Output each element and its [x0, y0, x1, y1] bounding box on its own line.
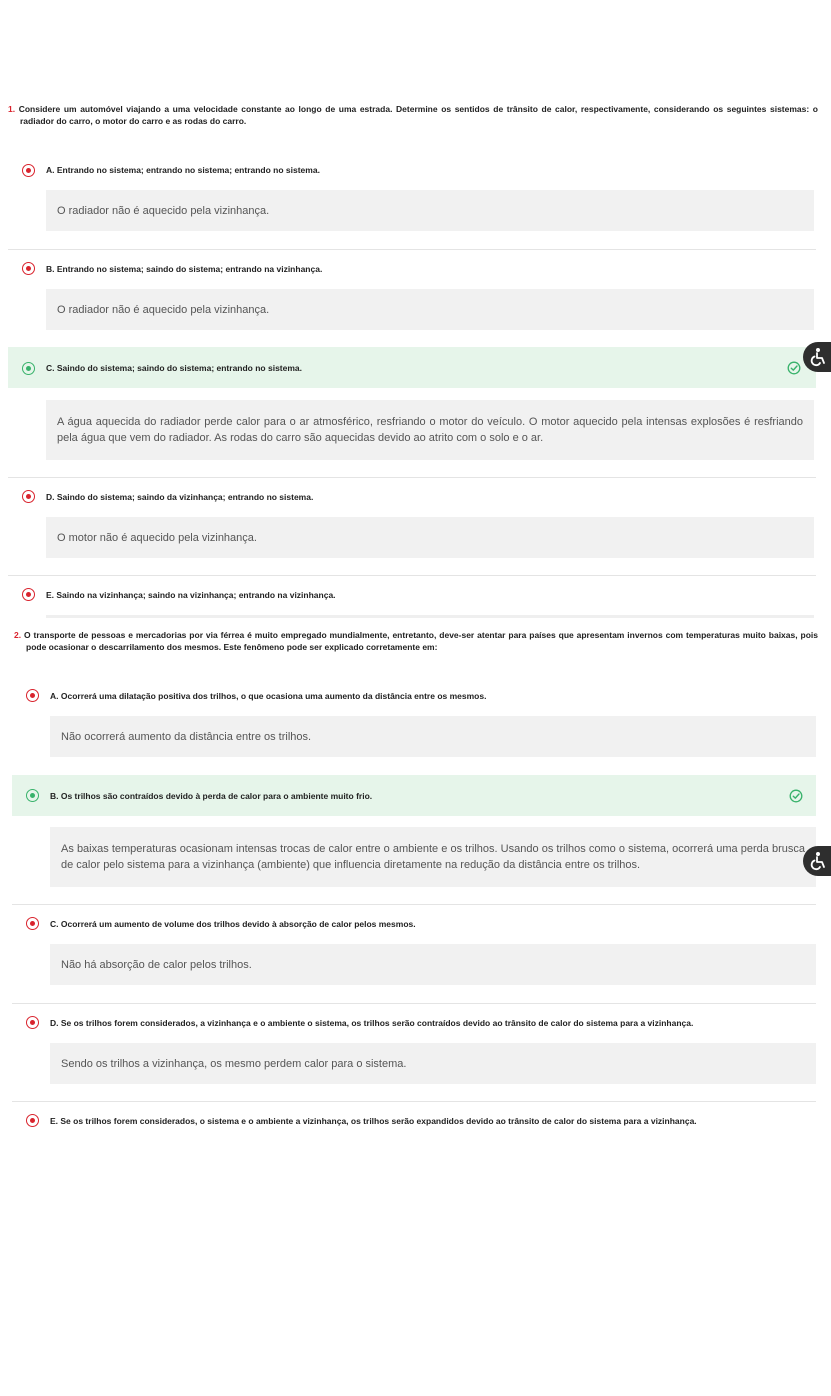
divider: [46, 615, 814, 618]
option-label: D. Se os trilhos forem considerados, a vizinhança e o ambiente o sistema, os trilhos serão contraídos devido ao trânsito de calor do sistema para a vizinhança.: [50, 1018, 694, 1028]
question-number: 1.: [8, 104, 16, 114]
feedback-text: O motor não é aquecido pela vizinhança.: [57, 531, 257, 544]
feedback-text: O radiador não é aquecido pela vizinhança.: [57, 303, 270, 316]
feedback-text: O radiador não é aquecido pela vizinhança.: [57, 204, 270, 217]
radio-option-d[interactable]: [22, 490, 35, 503]
option-feedback: [50, 716, 816, 757]
option-feedback: [46, 517, 814, 558]
option-feedback: [46, 400, 814, 460]
option-label: E. Saindo na vizinhança; saindo na vizinhança; entrando na vizinhança.: [46, 590, 336, 600]
feedback-text: As baixas temperaturas ocasionam intensas trocas de calor entre o ambiente e os trilhos. Usando os trilhos como o sistema, ocorrerá uma perda brusca de calor pelo sistema para a vizinhança (ambiente) que influencia diretamente na redução da distância entre os trilhos.: [61, 843, 805, 871]
divider: [8, 477, 816, 478]
option-feedback: [46, 289, 814, 330]
check-circle-icon: [787, 361, 801, 375]
radio-option-b[interactable]: [26, 789, 39, 802]
accessibility-button[interactable]: [803, 846, 831, 876]
option-label: A. Ocorrerá uma dilatação positiva dos trilhos, o que ocasiona uma aumento da distância entre os mesmos.: [50, 691, 487, 701]
question-number: 2.: [14, 630, 22, 640]
divider: [12, 1003, 816, 1004]
question-text: O transporte de pessoas e mercadorias por via férrea é muito empregado mundialmente, entretanto, deve-ser atentar para países que apresentam invernos com temperaturas muito baixas, pois pode ocasionar o descarrilamento dos mesmos. Este fenômeno pode ser explicado corretamente em:: [24, 630, 818, 652]
feedback-text: A água aquecida do radiador perde calor para o ar atmosférico, resfriando o motor do veículo. O motor aquecido pela intensas explosões é resfriando pela água que vem do radiador. As rodas do carro são aquecidas devido ao atrito com o solo e o ar.: [57, 416, 803, 444]
option-label: B. Os trilhos são contraídos devido à perda de calor para o ambiente muito frio.: [50, 791, 373, 801]
divider: [8, 575, 816, 576]
radio-option-b[interactable]: [22, 262, 35, 275]
option-label: C. Saindo do sistema; saindo do sistema; entrando no sistema.: [46, 363, 302, 373]
option-label: D. Saindo do sistema; saindo da vizinhança; entrando no sistema.: [46, 492, 314, 502]
divider: [12, 1101, 816, 1102]
radio-option-e[interactable]: [26, 1114, 39, 1127]
option-label: B. Entrando no sistema; saindo do sistema; entrando na vizinhança.: [46, 264, 323, 274]
radio-option-a[interactable]: [26, 689, 39, 702]
radio-option-d[interactable]: [26, 1016, 39, 1029]
check-circle-icon: [789, 789, 803, 803]
option-feedback: [46, 190, 814, 231]
option-label: A. Entrando no sistema; entrando no sistema; entrando no sistema.: [46, 165, 320, 175]
radio-option-c[interactable]: [26, 917, 39, 930]
option-feedback: [50, 827, 816, 887]
option-label: E. Se os trilhos forem considerados, o sistema e o ambiente a vizinhança, os trilhos serão expandidos devido ao trânsito de calor do sistema para a vizinhança.: [50, 1116, 697, 1126]
wheelchair-icon: [808, 347, 826, 367]
wheelchair-icon: [808, 851, 826, 871]
option-feedback: [50, 1043, 816, 1084]
divider: [12, 904, 816, 905]
divider: [8, 249, 816, 250]
radio-option-e[interactable]: [22, 588, 35, 601]
question-stem: [4, 630, 818, 653]
question-text: Considere um automóvel viajando a uma velocidade constante ao longo de uma estrada. Determine os sentidos de trânsito de calor, respectivamente, considerando os seguintes sistemas: o radiador do carro, o motor do carro e as rodas do carro.: [18, 104, 818, 126]
accessibility-button[interactable]: [803, 342, 831, 372]
feedback-text: Não há absorção de calor pelos trilhos.: [61, 958, 252, 971]
radio-option-c[interactable]: [22, 362, 35, 375]
feedback-text: Não ocorrerá aumento da distância entre os trilhos.: [61, 730, 312, 743]
question-stem: [0, 104, 818, 127]
option-feedback: [50, 944, 816, 985]
radio-option-a[interactable]: [22, 164, 35, 177]
option-label: C. Ocorrerá um aumento de volume dos trilhos devido à absorção de calor pelos mesmos.: [50, 919, 416, 929]
feedback-text: Sendo os trilhos a vizinhança, os mesmo perdem calor para o sistema.: [61, 1057, 407, 1070]
